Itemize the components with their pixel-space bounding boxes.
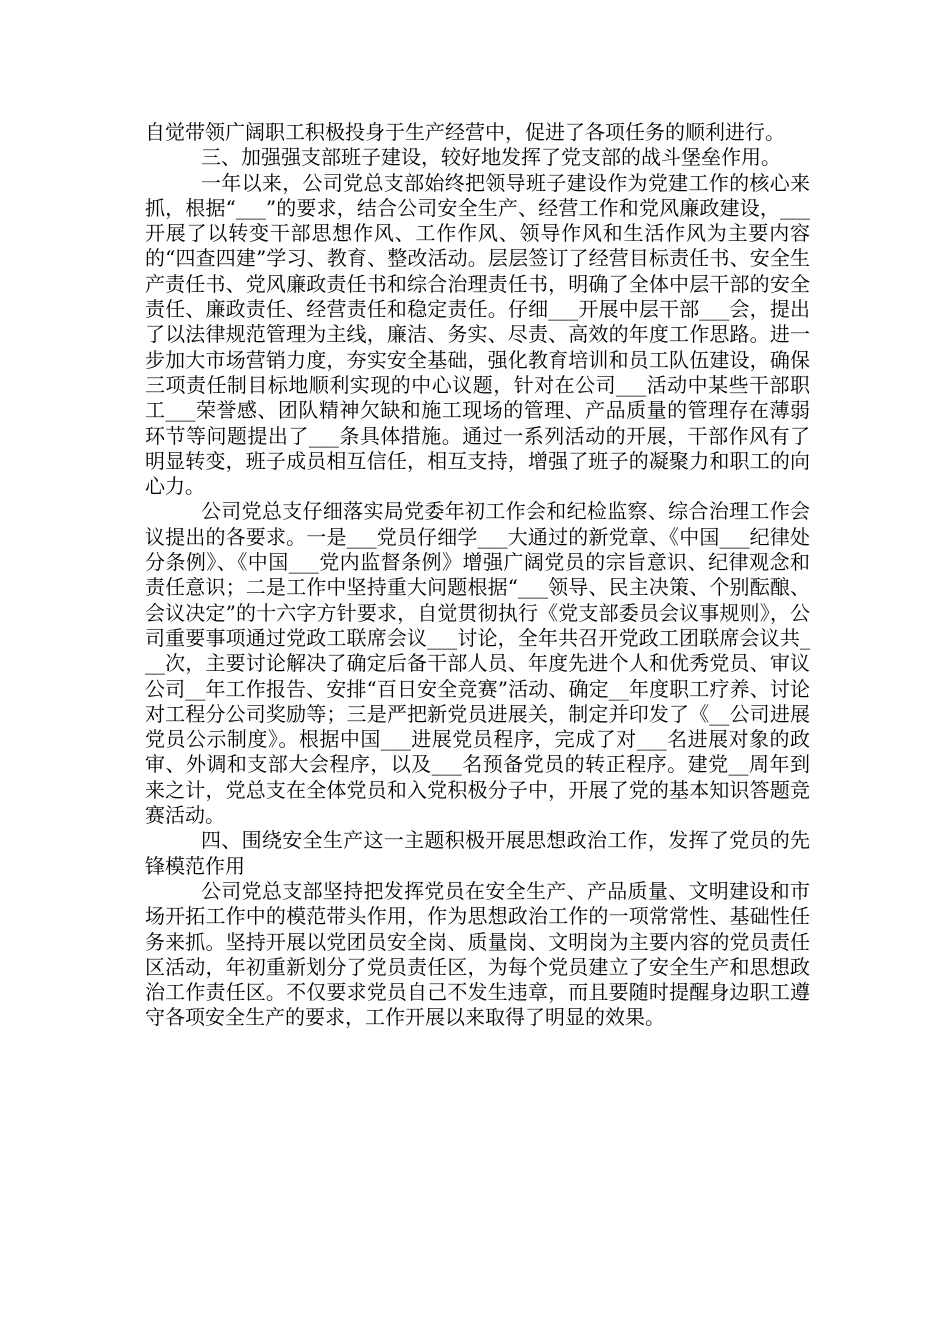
section-heading-4: 四、围绕安全生产这一主题积极开展思想政治工作，发挥了党员的先锋模范作用 xyxy=(145,828,810,878)
paragraph-intro-continuation: 自觉带领广阔职工积极投身于生产经营中，促进了各项任务的顺利进行。 xyxy=(145,120,785,144)
document-page xyxy=(145,120,810,1031)
paragraph-party-discipline: 公司党总支仔细落实局党委年初工作会和纪检监察、综合治理工作会议提出的各要求。一是___党员仔细学___大通过的新党章、《中国___纪律处分条例》、《中国___党内监督条例》增强广阔党员的宗旨意识、纪律观念和责任意识；二是工作中坚持重大问题根据“___领导、民主决策、个别酝酿、会议决定”的十六字方针要求，自觉贯彻执行《党支部委员会议事规则》，公司重要事项通过党政工联席会议___讨论，全年共召开党政工团联席会议共___次，主要讨论解决了确定后备干部人员、年度先进个人和优秀党员、审议公司__年工作报告、安排“百日安全竞赛”活动、确定__年度职工疗养、讨论对工程分公司奖励等；三是严把新党员进展关，制定并印发了《__公司进展党员公示制度》。根据中国___进展党员程序，完成了对___名进展对象的政审、外调和支部大会程序，以及___名预备党员的转正程序。建党__周年到来之计，党总支在全体党员和入党积极分子中，开展了党的基本知识答题竞赛活动。 xyxy=(145,499,810,828)
paragraph-leadership-building: 一年以来，公司党总支部始终把领导班子建设作为党建工作的核心来抓，根据“___”的要求，结合公司安全生产、经营工作和党风廉政建设，___开展了以转变干部思想作风、工作作风、领导作风和生活作风为主要内容的“四查四建”学习、教育、整改活动。层层签订了经营目标责任书、安全生产责任书、党风廉政责任书和综合治理责任书，明确了全体中层干部的安全责任、廉政责任、经营责任和稳定责任。仔细___开展中层干部___会，提出了以法律规范管理为主线，廉洁、务实、尽责、高效的年度工作思路。进一步加大市场营销力度，夯实安全基础，强化教育培训和员工队伍建设，确保三项责任制目标地顺利实现的中心议题，针对在公司___活动中某些干部职工___荣誉感、团队精神欠缺和施工现场的管理、产品质量的管理存在薄弱环节等问题提出了___条具体措施。通过一系列活动的开展，干部作风有了明显转变，班子成员相互信任，相互支持，增强了班子的凝聚力和职工的向心力。 xyxy=(145,170,810,499)
paragraph-safety-production: 公司党总支部坚持把发挥党员在安全生产、产品质量、文明建设和市场开拓工作中的模范带头作用，作为思想政治工作的一项常常性、基础性任务来抓。坚持开展以党团员安全岗、质量岗、文明岗为主要内容的党员责任区活动，年初重新划分了党员责任区，为每个党员建立了安全生产和思想政治工作责任区。不仅要求党员自己不发生违章，而且要随时提醒身边职工遵守各项安全生产的要求，工作开展以来取得了明显的效果。 xyxy=(145,878,810,1030)
section-heading-3: 三、加强强支部班子建设，较好地发挥了党支部的战斗堡垒作用。 xyxy=(201,145,781,170)
